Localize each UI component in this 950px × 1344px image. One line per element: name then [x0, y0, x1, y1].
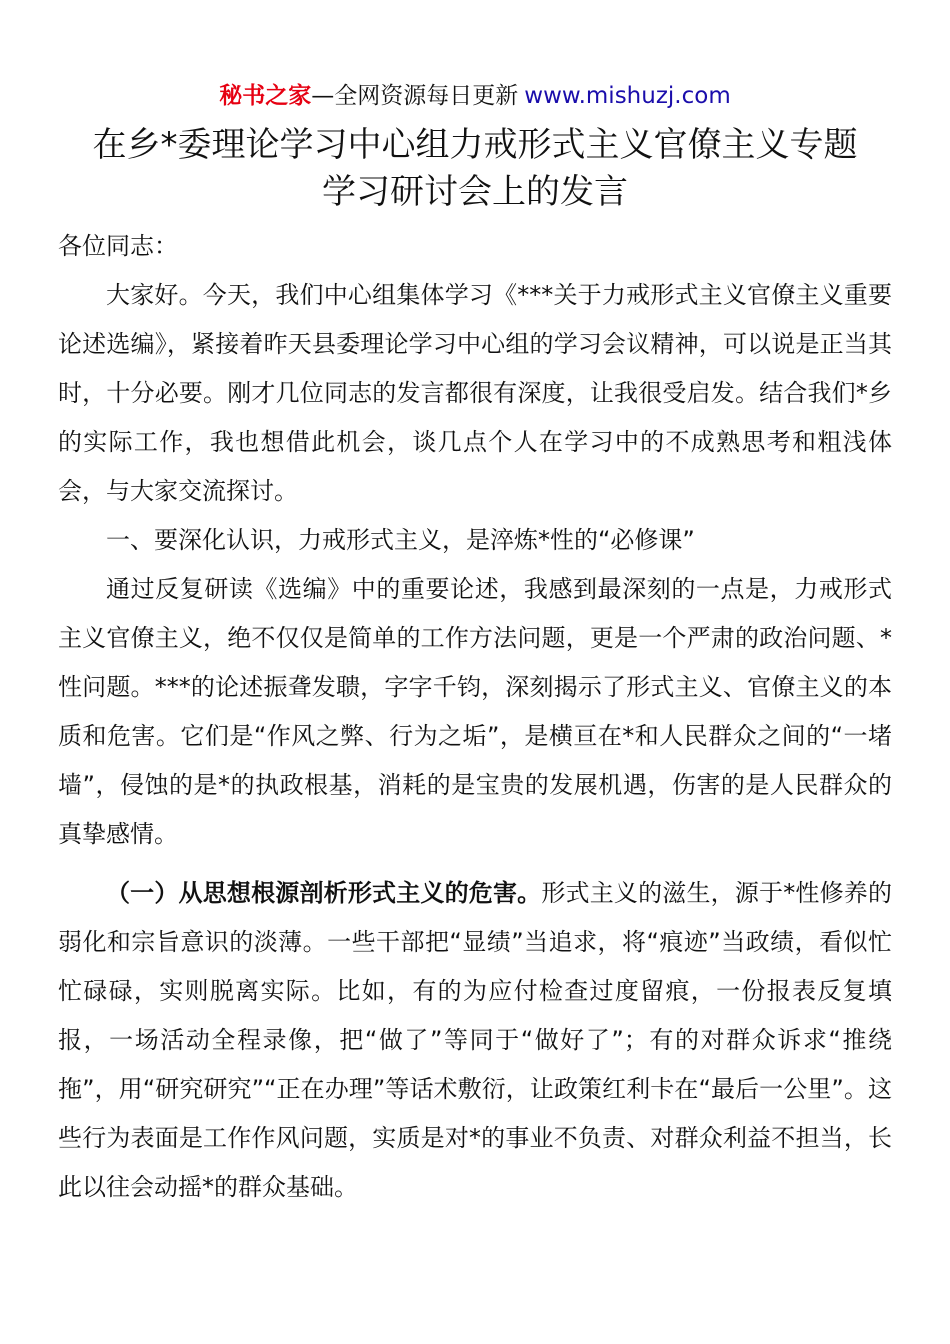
document-title [40, 122, 910, 216]
brand-name: 秘书之家 [219, 83, 312, 109]
paragraph-subsection-1 [58, 869, 892, 1212]
subsection-body-1: 形式主义的滋生，源于*性修养的弱化和宗旨意识的淡薄。一些干部把“显绩”当追求，将“痕迹”当政绩，看似忙忙碌碌，实则脱离实际。比如，有的为应付检查过度留痕，一份报表反复填报，一场活动全程录像，把“做了”等同于“做好了”；有的对群众诉求“推绕拖”，用“研究研究”“正在办理”等话术敷衍，让政策红利卡在“最后一公里”。这些行为表面是工作作风问题，实质是对*的事业不负责、对群众利益不担当，长此以往会动摇*的群众基础。 [58, 879, 892, 1201]
document-body [58, 222, 892, 1212]
subsection-heading-1: （一）从思想根源剖析形式主义的危害。 [106, 879, 542, 907]
greeting: 各位同志： [58, 232, 178, 260]
site-header [0, 80, 950, 112]
paragraph-intro: 大家好。今天，我们中心组集体学习《***关于力戒形式主义官僚主义重要论述选编》，紧接着昨天县委理论学习中心组的学习会议精神，可以说是正当其时，十分必要。刚才几位同志的发言都很有深度，让我很受启发。结合我们*乡的实际工作，我也想借此机会，谈几点个人在学习中的不成熟思考和粗浅体会，与大家交流探讨。 [58, 281, 892, 505]
section-heading-1: 一、要深化认识，力戒形式主义，是淬炼*性的“必修课” [106, 526, 695, 554]
site-url-link[interactable]: www.mishuzj.com [524, 83, 731, 109]
paragraph-section-1: 通过反复研读《选编》中的重要论述，我感到最深刻的一点是，力戒形式主义官僚主义，绝不仅仅是简单的工作方法问题，更是一个严肃的政治问题、*性问题。***的论述振聋发聩，字字千钧，深刻揭示了形式主义、官僚主义的本质和危害。它们是“作风之弊、行为之垢”，是横亘在*和人民群众之间的“一堵墙”，侵蚀的是*的执政根基，消耗的是宝贵的发展机遇，伤害的是人民群众的真挚感情。 [58, 575, 892, 848]
title-line-2: 学习研讨会上的发言 [322, 172, 628, 212]
title-line-1: 在乡*委理论学习中心组力戒形式主义官僚主义专题 [92, 125, 858, 165]
header-tagline: —全网资源每日更新 [311, 83, 519, 109]
